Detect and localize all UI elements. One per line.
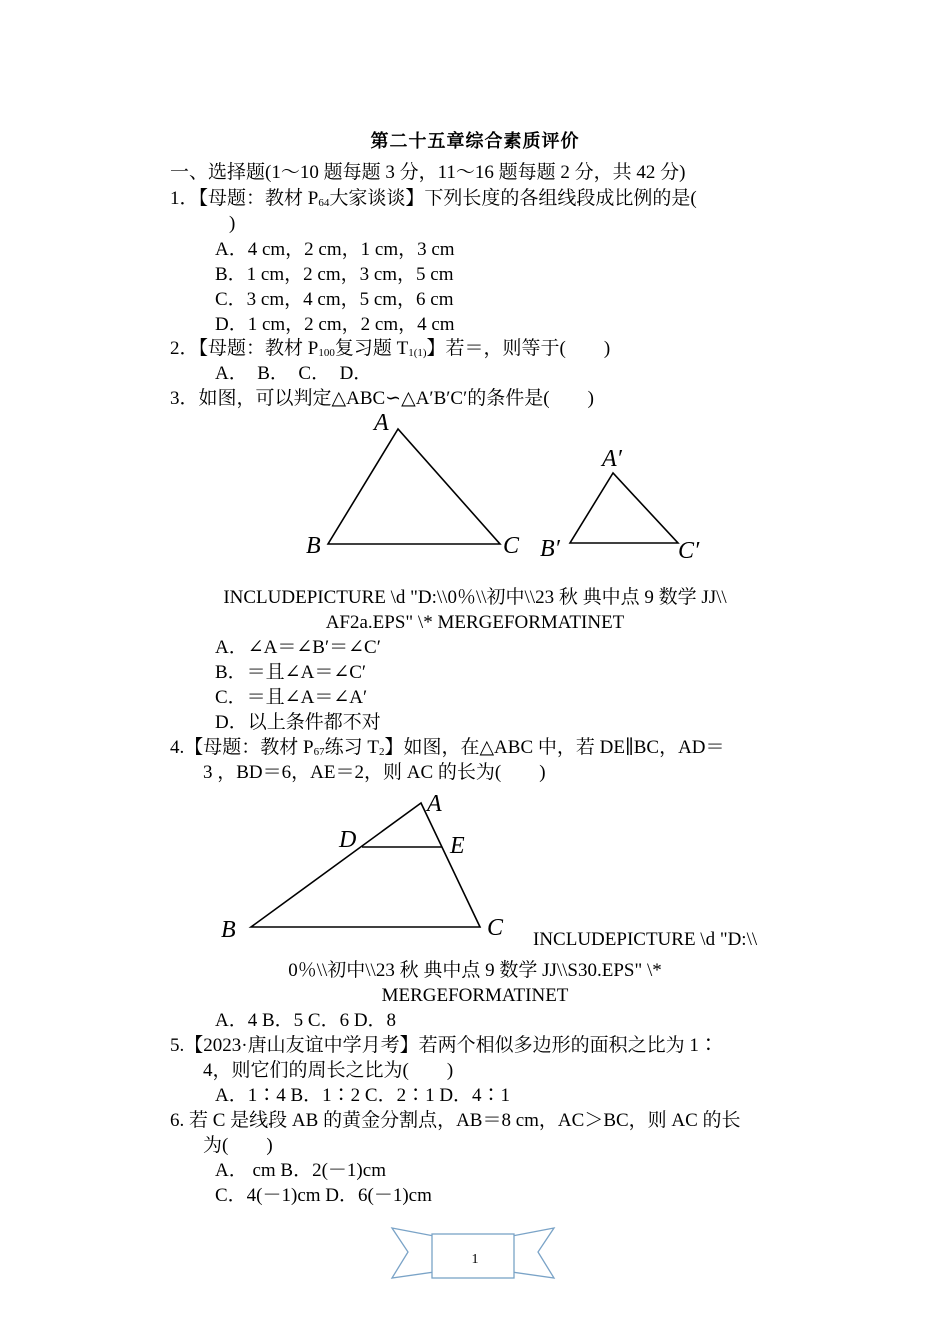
q1-option-c: C．3 cm，4 cm，5 cm，6 cm <box>215 289 454 310</box>
q4-include-line3: MERGEFORMATINET <box>381 985 569 1006</box>
q4-stem-line2: 3 ，BD＝6，AE＝2，则 AC 的长为( ) <box>203 762 546 783</box>
q5-options: A．1∶4 B．1∶2 C．2∶1 D．4∶1 <box>215 1085 511 1106</box>
q6-stem: 6. 若 C 是线段 AB 的黄金分割点，AB＝8 cm，AC＞BC，则 AC 的长 <box>170 1110 741 1131</box>
q1-option-a: A．4 cm，2 cm，1 cm，3 cm <box>215 239 455 260</box>
q1-option-b: B．1 cm，2 cm，3 cm，5 cm <box>215 264 454 285</box>
q4-options: A．4 B．5 C．6 D．8 <box>215 1010 397 1031</box>
q1-stem-cont: ) <box>229 213 236 234</box>
section-heading: 一、选择题(1～10 题每题 3 分，11～16 题每题 2 分，共 42 分) <box>170 162 686 183</box>
label-e: E <box>450 833 465 859</box>
label-a: A <box>427 791 442 817</box>
label-b-prime: B′ <box>540 536 560 562</box>
label-c-prime: C′ <box>678 538 700 564</box>
q3-option-d: D．以上条件都不对 <box>215 712 381 733</box>
q5-stem-line2: 4，则它们的周长之比为( ) <box>203 1060 454 1081</box>
q3-option-c: C．＝且∠A＝∠A′ <box>215 687 368 708</box>
q3-stem: 3．如图，可以判定△ABC∽△A′B′C′的条件是( ) <box>170 388 594 409</box>
page-title: 第二十五章综合素质评价 <box>370 131 580 152</box>
q5-stem: 5.【2023·唐山友谊中学月考】若两个相似多边形的面积之比为 1∶ <box>170 1035 718 1056</box>
q3-include-line1: INCLUDEPICTURE \d "D:\\0％\\初中\\23 秋 典中点 9 数学 JJ\\ <box>223 587 727 608</box>
q3-include-line2: AF2a.EPS" \* MERGEFORMATINET <box>325 612 625 633</box>
label-a-prime: A′ <box>602 446 622 472</box>
page-number: 1 <box>471 1252 479 1267</box>
q1-option-d: D．1 cm，2 cm，2 cm，4 cm <box>215 314 455 335</box>
q4-include-line2: 0％\\初中\\23 秋 典中点 9 数学 JJ\\S30.EPS" \* <box>288 960 662 981</box>
triangle-abc-q4 <box>251 803 480 927</box>
q3-triangles-figure <box>300 408 720 568</box>
q4-triangle-figure <box>215 785 525 945</box>
q6-options-row2: C．4(－1)cm D．6(－1)cm <box>215 1185 432 1206</box>
triangle-a2b2c2 <box>570 473 678 543</box>
q2-options: A． B． C． D． <box>215 363 373 384</box>
triangle-abc <box>328 429 500 544</box>
q4-include-line1: INCLUDEPICTURE \d "D:\\ <box>533 929 758 950</box>
label-b: B <box>221 917 236 943</box>
q6-options-row1: A． cm B．2(－1)cm <box>215 1160 386 1181</box>
label-c: C <box>503 533 520 559</box>
q3-option-b: B．＝且∠A＝∠C′ <box>215 662 367 683</box>
q6-stem-line2: 为( ) <box>203 1135 273 1156</box>
label-b: B <box>306 533 321 559</box>
q3-option-a: A．∠A＝∠B′＝∠C′ <box>215 637 381 658</box>
q4-stem: 4.【母题：教材 $P_{67}$练习 $T_2$】如图，在△ABC 中，若 DE∥BC，AD＝ <box>170 737 725 758</box>
q2-stem: 2．【母题：教材 $P_{100}$复习题 $T_{1(1)}$】若＝，则等于( ) <box>170 338 611 359</box>
label-c: C <box>487 915 504 941</box>
label-a: A <box>374 410 389 436</box>
label-d: D <box>339 827 357 853</box>
q1-stem: 1．【母题：教材 $P_{64}$大家谈谈】下列长度的各组线段成比例的是( <box>170 188 697 209</box>
